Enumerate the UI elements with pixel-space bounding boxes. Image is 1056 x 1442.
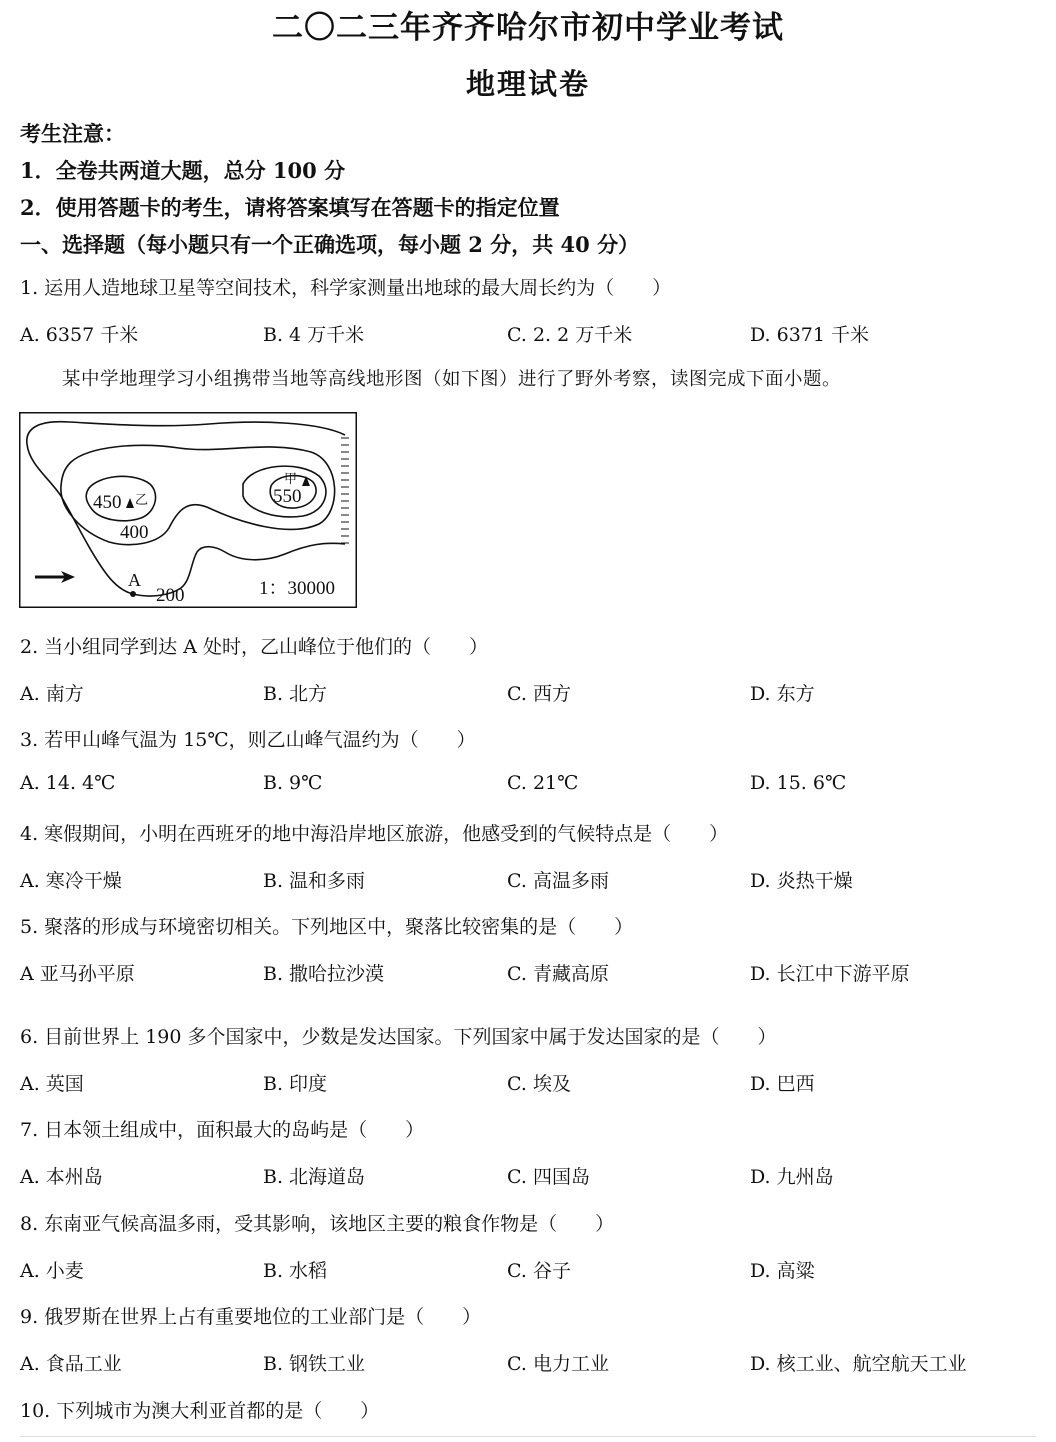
question-3-option-c[interactable]: C. 21℃	[507, 772, 579, 794]
question-5-option-b[interactable]: B. 撒哈拉沙漠	[263, 963, 385, 985]
exam-title: 二〇二三年齐齐哈尔市初中学业考试	[272, 10, 784, 46]
notice-heading: 考生注意：	[20, 121, 125, 146]
label-550: 550	[273, 486, 302, 507]
notice-item-2: 2．使用答题卡的考生，请将答案填写在答题卡的指定位置	[20, 195, 560, 220]
label-400: 400	[120, 522, 149, 543]
question-1-option-a[interactable]: A. 6357 千米	[20, 324, 139, 346]
question-7-option-d[interactable]: D. 九州岛	[750, 1166, 834, 1188]
question-4-option-a[interactable]: A. 寒冷干燥	[20, 870, 122, 892]
question-1-option-b[interactable]: B. 4 万千米	[263, 324, 365, 346]
point-a-icon	[130, 591, 136, 597]
question-3-option-d[interactable]: D. 15. 6℃	[750, 772, 847, 794]
question-5-option-c[interactable]: C. 青藏高原	[507, 963, 609, 985]
material-intro: 某中学地理学习小组携带当地等高线地形图（如下图）进行了野外考察，读图完成下面小题。	[62, 369, 842, 390]
question-3-option-b[interactable]: B. 9℃	[263, 772, 323, 794]
label-450: 450	[93, 492, 122, 513]
question-7-stem: 7. 日本领土组成中，面积最大的岛屿是（ ）	[20, 1119, 425, 1141]
label-jia: 甲	[284, 472, 298, 487]
question-2-option-a[interactable]: A. 南方	[20, 683, 84, 705]
question-4-stem: 4. 寒假期间，小明在西班牙的地中海沿岸地区旅游，他感受到的气候特点是（ ）	[20, 823, 729, 845]
question-8-stem: 8. 东南亚气候高温多雨，受其影响，该地区主要的粮食作物是（ ）	[20, 1213, 615, 1235]
question-6-option-a[interactable]: A. 英国	[20, 1073, 84, 1095]
question-1-option-c[interactable]: C. 2. 2 万千米	[507, 324, 633, 346]
question-9-option-d[interactable]: D. 核工业、航空航天工业	[750, 1353, 967, 1375]
question-2-option-c[interactable]: C. 西方	[507, 683, 571, 705]
question-4-option-b[interactable]: B. 温和多雨	[263, 870, 366, 892]
question-9-option-a[interactable]: A. 食品工业	[20, 1353, 122, 1375]
question-1-option-d[interactable]: D. 6371 千米	[750, 324, 870, 346]
question-4-option-d[interactable]: D. 炎热干燥	[750, 870, 853, 892]
label-200: 200	[156, 585, 185, 606]
question-6-option-c[interactable]: C. 埃及	[507, 1073, 571, 1095]
map-scale: 1：30000	[259, 578, 336, 599]
question-3-option-a[interactable]: A. 14. 4℃	[20, 772, 116, 794]
page-bottom-rule	[20, 1436, 1036, 1437]
question-2-option-b[interactable]: B. 北方	[263, 683, 328, 705]
question-7-option-b[interactable]: B. 北海道岛	[263, 1166, 366, 1188]
label-a: A	[128, 570, 141, 590]
question-9-stem: 9. 俄罗斯在世界上占有重要地位的工业部门是（ ）	[20, 1306, 482, 1328]
question-5-stem: 5. 聚落的形成与环境密切相关。下列地区中，聚落比较密集的是（ ）	[20, 916, 634, 938]
question-1-stem: 1. 运用人造地球卫星等空间技术，科学家测量出地球的最大周长约为（ ）	[20, 277, 672, 299]
question-7-option-a[interactable]: A. 本州岛	[20, 1166, 103, 1188]
contour-map	[19, 412, 357, 608]
question-8-option-b[interactable]: B. 水稻	[263, 1260, 328, 1282]
question-10-stem: 10. 下列城市为澳大利亚首都的是（ ）	[20, 1400, 380, 1422]
question-9-option-b[interactable]: B. 钢铁工业	[263, 1353, 366, 1375]
question-2-stem: 2. 当小组同学到达 A 处时，乙山峰位于他们的（ ）	[20, 636, 488, 658]
label-yi: 乙	[135, 493, 149, 508]
question-2-option-d[interactable]: D. 东方	[750, 683, 815, 705]
question-7-option-c[interactable]: C. 四国岛	[507, 1166, 590, 1188]
question-5-option-d[interactable]: D. 长江中下游平原	[750, 963, 910, 985]
question-6-stem: 6. 目前世界上 190 多个国家中，少数是发达国家。下列国家中属于发达国家的是（ ）	[20, 1026, 777, 1048]
exam-subtitle: 地理试卷	[465, 67, 590, 101]
notice-item-1: 1．全卷共两道大题，总分 100 分	[20, 158, 346, 183]
question-8-option-d[interactable]: D. 高粱	[750, 1260, 815, 1282]
question-8-option-a[interactable]: A. 小麦	[20, 1260, 84, 1282]
question-4-option-c[interactable]: C. 高温多雨	[507, 870, 609, 892]
question-6-option-b[interactable]: B. 印度	[263, 1073, 328, 1095]
question-5-option-a[interactable]: A 亚马孙平原	[20, 963, 135, 985]
question-3-stem: 3. 若甲山峰气温为 15℃，则乙山峰气温约为（ ）	[20, 729, 476, 751]
section-heading: 一、选择题（每小题只有一个正确选项，每小题 2 分，共 40 分）	[20, 232, 640, 257]
question-9-option-c[interactable]: C. 电力工业	[507, 1353, 609, 1375]
question-6-option-d[interactable]: D. 巴西	[750, 1073, 815, 1095]
question-8-option-c[interactable]: C. 谷子	[507, 1260, 571, 1282]
